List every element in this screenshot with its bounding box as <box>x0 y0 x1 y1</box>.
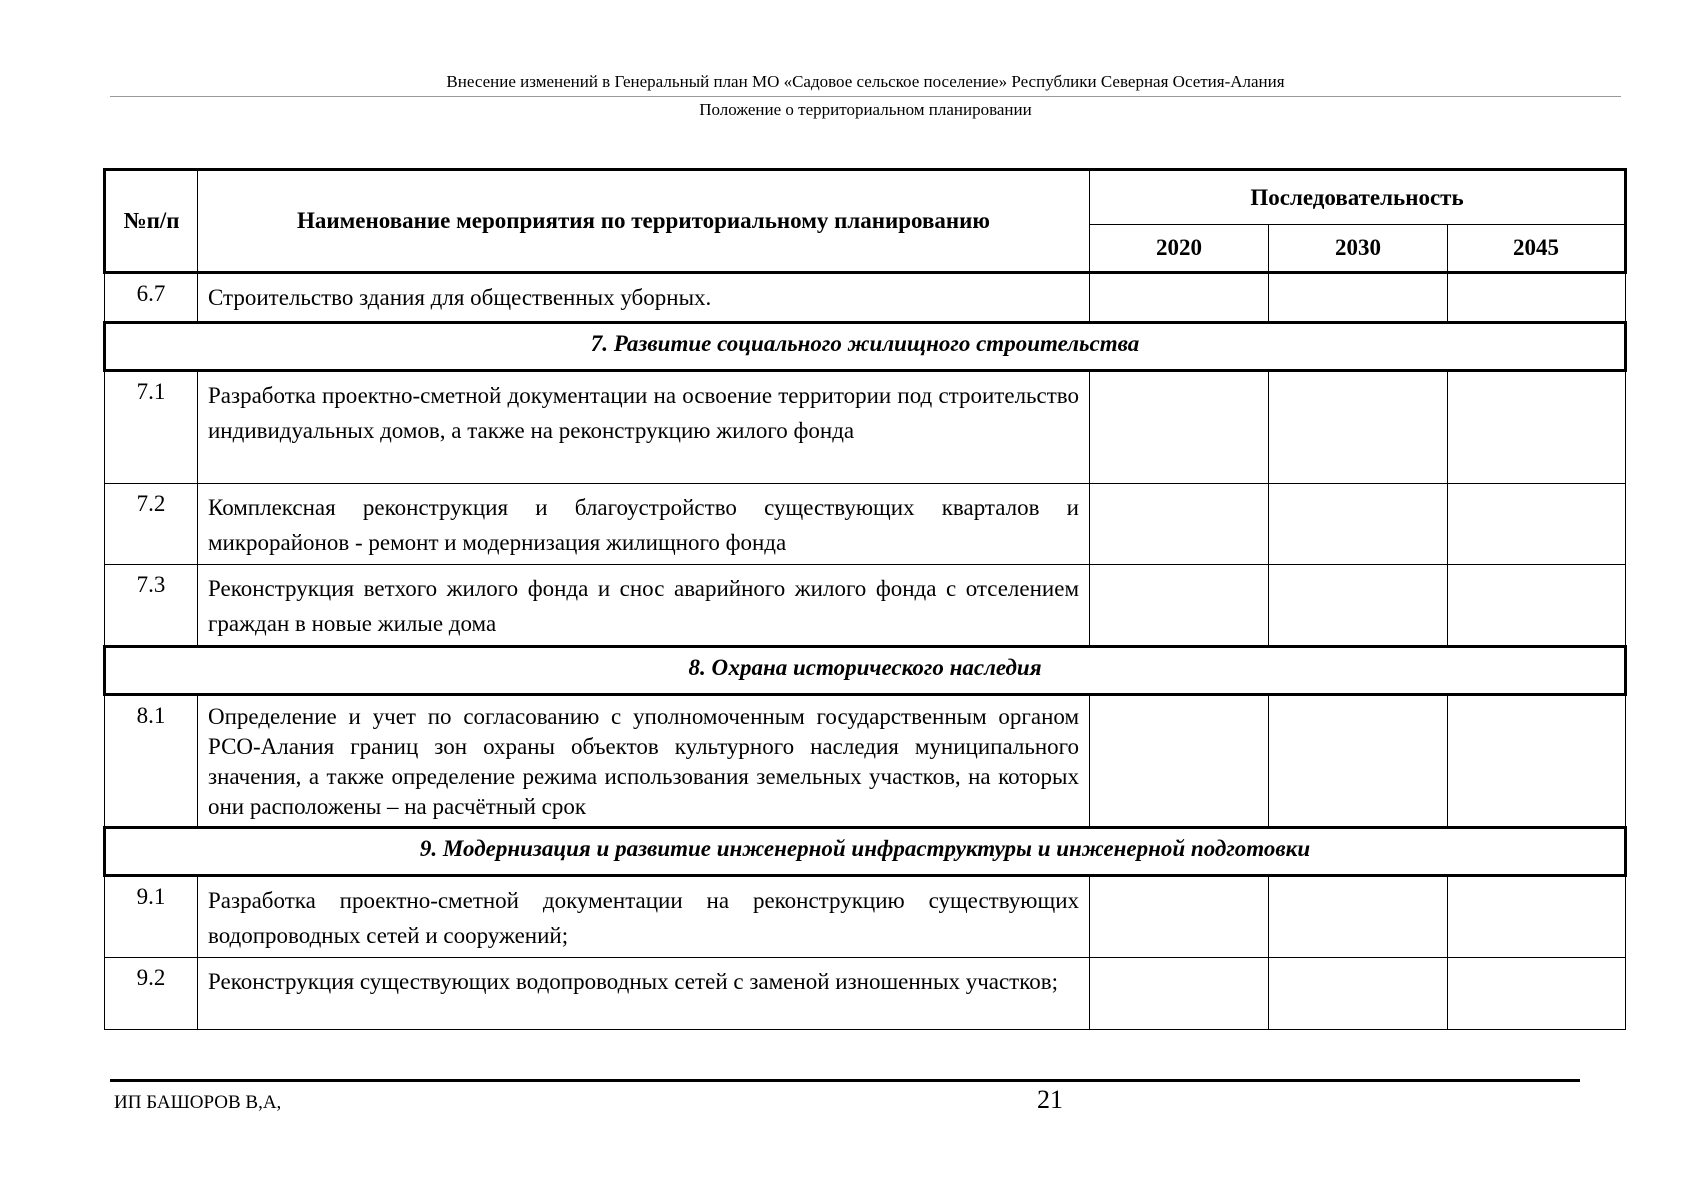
section-row <box>105 647 1626 695</box>
table-row <box>105 484 1626 565</box>
row-number: 7.1 <box>105 371 198 484</box>
column-header-number: №п/п <box>105 170 198 273</box>
column-header-name: Наименование мероприятия по территориальному планированию <box>198 170 1090 273</box>
section-row <box>105 828 1626 876</box>
year-cell <box>1269 371 1448 484</box>
year-cell <box>1090 273 1269 323</box>
year-cell <box>1448 876 1626 958</box>
table-row <box>105 371 1626 484</box>
column-header-sequence: Последовательность <box>1090 170 1626 225</box>
year-cell <box>1269 695 1448 828</box>
page-number: 21 <box>1037 1085 1063 1114</box>
year-cell <box>1448 695 1626 828</box>
year-cell <box>1269 484 1448 565</box>
table-row <box>105 876 1626 958</box>
column-header-year-2045: 2045 <box>1448 225 1626 273</box>
table-row <box>105 273 1626 323</box>
footer-divider <box>110 1079 1580 1082</box>
column-header-year-2020: 2020 <box>1090 225 1269 273</box>
header-divider <box>110 96 1621 97</box>
section-row <box>105 323 1626 371</box>
year-cell <box>1269 876 1448 958</box>
year-cell <box>1090 484 1269 565</box>
year-cell <box>1090 695 1269 828</box>
year-cell <box>1090 371 1269 484</box>
document-header-subtitle: Положение о территориальном планировании <box>699 100 1032 119</box>
document-header-title: Внесение изменений в Генеральный план МО «Садовое сельское поселение» Республики Северная Осетия-Алания <box>446 72 1285 91</box>
column-header-year-2030: 2030 <box>1269 225 1448 273</box>
row-number: 8.1 <box>105 695 198 828</box>
year-cell <box>1448 371 1626 484</box>
row-text: Разработка проектно-сметной документации на реконструкцию существующих водопроводных сетей и сооружений; <box>198 876 1090 958</box>
planning-measures-table <box>103 168 1627 1030</box>
row-text: Комплексная реконструкция и благоустройство существующих кварталов и микрорайонов - ремонт и модернизация жилищного фонда <box>198 484 1090 565</box>
year-cell <box>1269 958 1448 1030</box>
table-row <box>105 565 1626 647</box>
table-row <box>105 695 1626 828</box>
row-text: Реконструкция ветхого жилого фонда и снос аварийного жилого фонда с отселением граждан в новые жилые дома <box>198 565 1090 647</box>
footer-company: ИП БАШОРОВ В,А, <box>114 1092 282 1113</box>
year-cell <box>1269 273 1448 323</box>
row-text: Определение и учет по согласованию с уполномоченным государственным органом РСО-Алания границ зон охраны объектов культурного наследия муниципального значения, а также определение режима использования земельных участков, на которых они расположены – на расчётный срок <box>198 695 1090 828</box>
row-number: 6.7 <box>105 273 198 323</box>
year-cell <box>1448 273 1626 323</box>
section-heading: 7. Развитие социального жилищного строительства <box>105 323 1626 371</box>
section-heading: 9. Модернизация и развитие инженерной инфраструктуры и инженерной подготовки <box>105 828 1626 876</box>
row-number: 7.3 <box>105 565 198 647</box>
year-cell <box>1448 565 1626 647</box>
year-cell <box>1090 876 1269 958</box>
row-number: 9.1 <box>105 876 198 958</box>
row-number: 9.2 <box>105 958 198 1030</box>
table-row <box>105 958 1626 1030</box>
row-text: Разработка проектно-сметной документации на освоение территории под строительство индивидуальных домов, а также на реконструкцию жилого фонда <box>198 371 1090 484</box>
row-number: 7.2 <box>105 484 198 565</box>
year-cell <box>1269 565 1448 647</box>
row-text: Реконструкция существующих водопроводных сетей с заменой изношенных участков; <box>198 958 1090 1030</box>
year-cell <box>1448 958 1626 1030</box>
year-cell <box>1090 565 1269 647</box>
year-cell <box>1090 958 1269 1030</box>
year-cell <box>1448 484 1626 565</box>
section-heading: 8. Охрана исторического наследия <box>105 647 1626 695</box>
row-text: Строительство здания для общественных уборных. <box>198 273 1090 323</box>
